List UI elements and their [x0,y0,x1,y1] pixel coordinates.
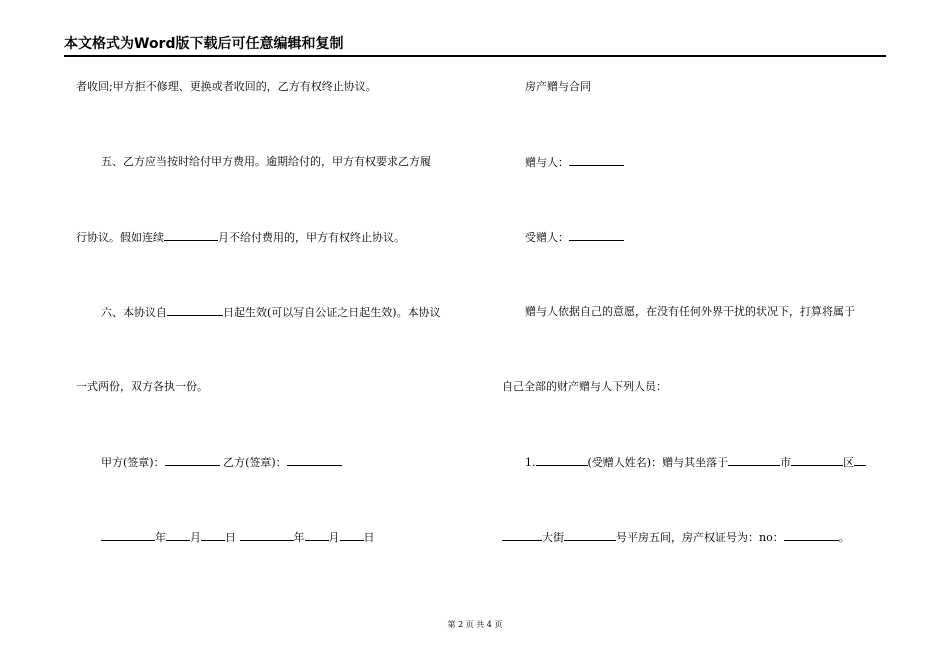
party-a-day-blank [201,530,225,541]
contract-title: 房产赠与合同 [525,80,591,93]
donee-name-blank [536,455,588,466]
page-footer: 第 2 页 共 4 页 [447,620,503,629]
donor-blank [569,155,624,166]
right-line-7-end: 。 [838,531,850,544]
left-line-3 [76,230,405,245]
left-line-3-text-a: 行协议。假如连续 [76,231,164,244]
party-b-blank [287,455,342,466]
effective-date-blank [167,305,223,316]
donee-label: 受赠人： [525,231,569,244]
street-blank [502,530,542,541]
party-b-day-label: 日 [363,531,375,544]
right-line-6 [525,455,866,470]
party-b-year-blank [240,530,294,541]
right-line-4: 赠与人依据自己的意愿，在没有任何外界干扰的状况下，打算将属于 [525,305,855,318]
right-line-6-text-b: (受赠人姓名)：赠与其坐落于 [587,456,729,469]
donor-label: 赠与人： [525,156,569,169]
party-a-blank [165,455,220,466]
item-number: 1. [525,456,536,469]
party-a-month-blank [166,530,190,541]
left-line-4 [101,305,441,320]
left-line-5: 一式两份，双方各执一份。 [76,380,208,393]
party-a-year-blank [101,530,155,541]
party-b-month-blank [305,530,329,541]
city-label: 市 [780,456,792,469]
party-b-label: 乙方(签章)： [223,456,287,469]
left-line-2: 五、乙方应当按时给付甲方费用。逾期给付的，甲方有权要求乙方履 [101,155,431,168]
party-b-year-label: 年 [293,531,305,544]
trailing-blank [854,455,866,466]
district-label: 区 [843,456,855,469]
street-label: 大街 [542,531,564,544]
city-blank [728,455,780,466]
party-a-year-label: 年 [155,531,166,544]
months-blank [164,230,218,241]
house-number-blank [564,530,616,541]
right-line-7 [502,530,850,545]
signature-line [101,455,342,470]
donor-line [525,155,624,170]
party-a-day-label: 日 [225,531,236,544]
left-line-3-text-b: 月不给付费用的，甲方有权终止协议。 [218,231,405,244]
party-b-month-label: 月 [328,531,340,544]
left-line-4-text-a: 六、本协议自 [101,306,167,319]
header-title: 本文格式为Word版下载后可任意编辑和复制 [64,36,344,52]
donee-blank [569,230,624,241]
right-line-5: 自己全部的财产赠与人下列人员： [502,380,667,393]
left-line-1: 者收回;甲方拒不修理、更换或者收回的，乙方有权终止协议。 [76,80,377,93]
party-b-day-blank [340,530,364,541]
district-blank [791,455,843,466]
left-line-4-text-b: 日起生效(可以写自公证之日起生效)。本协议 [223,306,441,319]
date-line [101,530,375,545]
donee-line [525,230,624,245]
party-a-month-label: 月 [190,531,201,544]
right-line-7-text-b: 号平房五间，房产权证号为：no： [616,531,784,544]
page-header [64,35,886,57]
certificate-number-blank [784,530,839,541]
party-a-label: 甲方(签章)： [101,456,165,469]
